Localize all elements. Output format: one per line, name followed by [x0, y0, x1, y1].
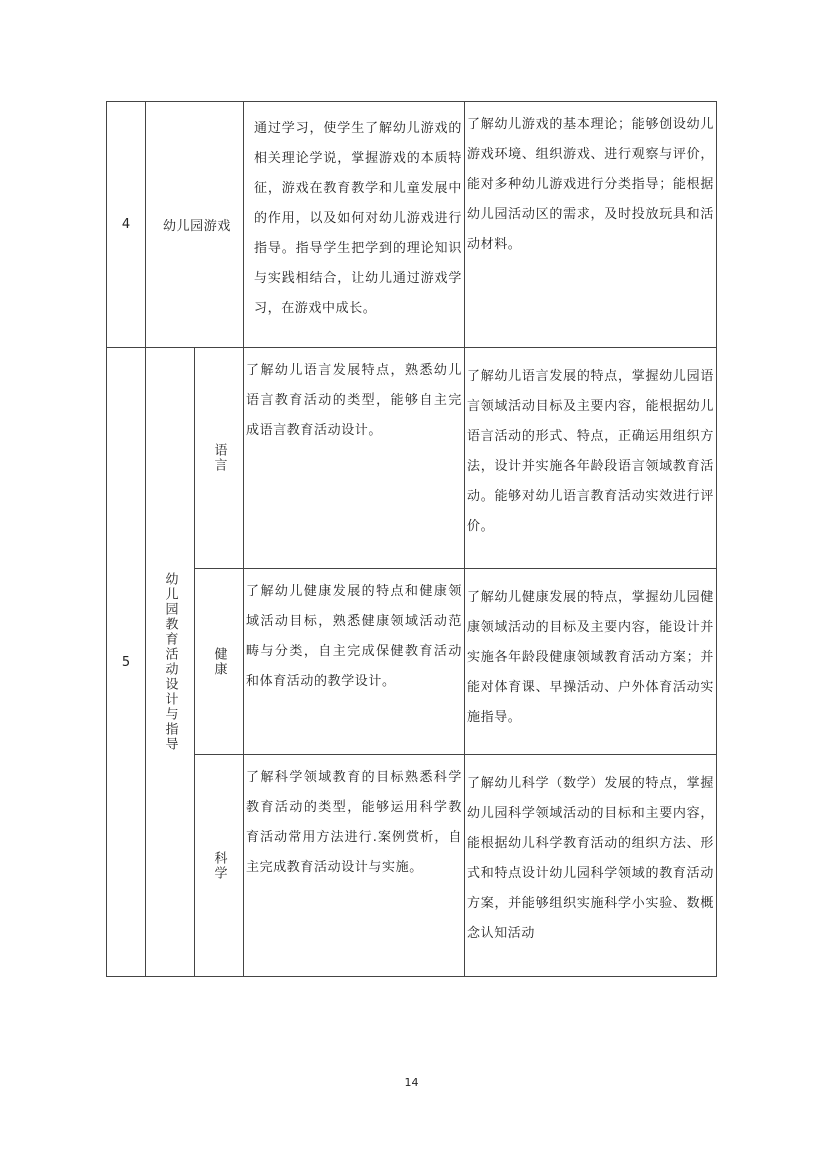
row-5-course-name-text: 幼儿园教育活动设计与指导 — [162, 572, 178, 752]
sub-science-requirement: 了解幼儿科学（数学）发展的特点，掌握幼儿园科学领域活动的目标和主要内容，能根据幼儿科学教育活动的组织方法、形式和特点设计幼儿园科学领域的教育活动方案，并能够组织实施科学小实验、数概念认知活动 — [465, 755, 717, 977]
sub-language-content: 了解幼儿语言发展特点，熟悉幼儿语言教育活动的类型，能够自主完成语言教育活动设计。 — [244, 348, 465, 569]
sub-health-content: 了解幼儿健康发展的特点和健康领域活动目标，熟悉健康领域活动范畴与分类，自主完成保健教育活动和体育活动的教学设计。 — [244, 569, 465, 755]
row-5-number: 5 — [106, 348, 146, 977]
sub-language-name — [195, 348, 244, 569]
row-5-course-name — [146, 348, 195, 977]
sub-language-name-text: 语言 — [211, 443, 227, 473]
sub-health-requirement: 了解幼儿健康发展的特点，掌握幼儿园健康领域活动的目标及主要内容，能设计并实施各年龄段健康领域教育活动方案；并能对体育课、早操活动、户外体育活动实施指导。 — [465, 569, 717, 755]
sub-science-name — [195, 755, 244, 977]
row-4-course-requirement: 了解幼儿游戏的基本理论；能够创设幼儿游戏环境、组织游戏、进行观察与评价，能对多种幼儿游戏进行分类指导；能根据幼儿园活动区的需求，及时投放玩具和活动材料。 — [465, 101, 717, 348]
sub-health-name-text: 健康 — [211, 646, 227, 677]
row-4-number: 4 — [106, 101, 146, 348]
row-4-course-name: 幼儿园游戏 — [146, 101, 244, 348]
page-number: 14 — [404, 1076, 419, 1089]
sub-language-requirement: 了解幼儿语言发展的特点，掌握幼儿园语言领域活动目标及主要内容，能根据幼儿语言活动的形式、特点，正确运用组织方法，设计并实施各年龄段语言领域教育活动。能够对幼儿语言教育活动实效进行评价。 — [465, 348, 717, 569]
course-table — [106, 101, 717, 977]
sub-science-name-text: 科学 — [211, 850, 227, 881]
sub-science-content: 了解科学领域教育的目标熟悉科学教育活动的类型，能够运用科学教育活动常用方法进行.案例赏析，自主完成教育活动设计与实施。 — [244, 755, 465, 977]
sub-health-name — [195, 569, 244, 755]
row-4-course-content: 通过学习，使学生了解幼儿游戏的相关理论学说，掌握游戏的本质特征，游戏在教育教学和儿童发展中的作用，以及如何对幼儿游戏进行指导。指导学生把学到的理论知识与实践相结合，让幼儿通过游戏学习，在游戏中成长。 — [244, 101, 465, 348]
